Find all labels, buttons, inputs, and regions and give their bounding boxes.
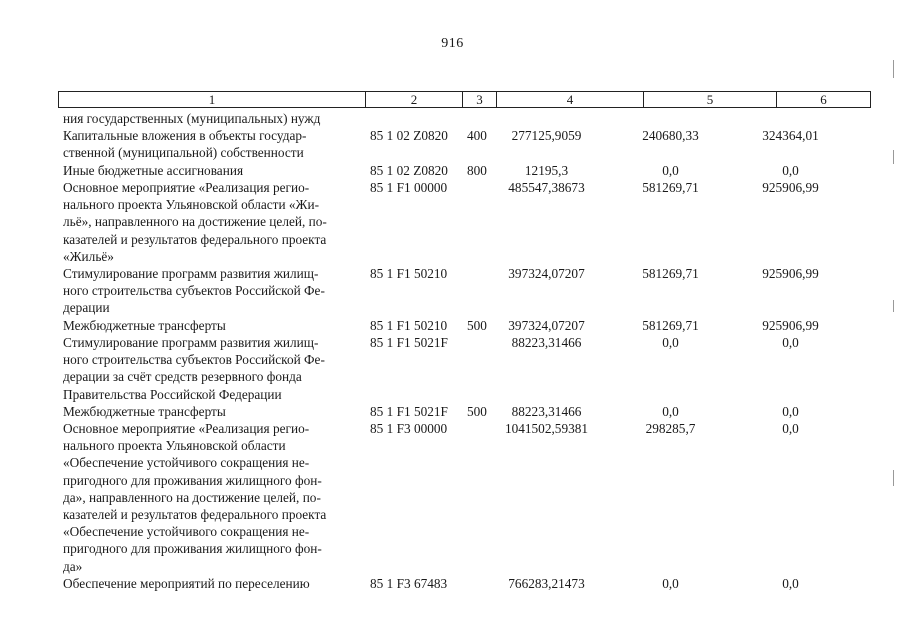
row-value-6: 0,0 bbox=[782, 576, 799, 591]
row-code: 85 1 02 Z0820 bbox=[370, 128, 448, 143]
row-value-5: 0,0 bbox=[662, 576, 679, 591]
description-line: Межбюджетные трансферты bbox=[63, 318, 226, 333]
row-value-6: 324364,01 bbox=[762, 128, 819, 143]
row-description bbox=[63, 127, 359, 161]
description-line: нального проекта Ульяновской области «Жи- bbox=[63, 197, 320, 213]
row-value-5: 0,0 bbox=[662, 335, 679, 350]
row-description bbox=[63, 403, 359, 420]
row-value-4: 277125,9059 bbox=[511, 128, 582, 143]
row-code: 85 1 F1 50210 bbox=[370, 266, 448, 281]
row-value-5: 581269,71 bbox=[642, 266, 699, 281]
row-value-5: 0,0 bbox=[662, 404, 679, 419]
row-code: 85 1 F1 00000 bbox=[370, 180, 448, 195]
row-value-5: 0,0 bbox=[662, 163, 679, 178]
table-header bbox=[58, 91, 871, 108]
row-code: 85 1 F1 5021F bbox=[370, 335, 448, 350]
description-line: да» bbox=[63, 558, 83, 574]
description-line: «Обеспечение устойчивого сокращения не- bbox=[63, 455, 310, 471]
description-line: Стимулирование программ развития жилищ- bbox=[63, 266, 319, 281]
description-line: Основное мероприятие «Реализация регио- bbox=[63, 421, 310, 436]
row-value-4: 1041502,59381 bbox=[504, 421, 589, 436]
row-code: 85 1 02 Z0820 bbox=[370, 163, 448, 178]
description-line: Межбюджетные трансферты bbox=[63, 404, 226, 419]
row-description bbox=[63, 334, 359, 403]
description-line: казателей и результатов федерального проекта bbox=[63, 507, 327, 523]
row-value-6: 0,0 bbox=[782, 421, 799, 436]
description-line: Стимулирование программ развития жилищ- bbox=[63, 335, 319, 350]
header-col-5: 5 bbox=[643, 92, 776, 107]
description-line: Обеспечение мероприятий по переселению bbox=[63, 576, 310, 591]
scan-margin-mark bbox=[893, 60, 894, 78]
description-line: дерации bbox=[63, 300, 110, 316]
description-line: «Обеспечение устойчивого сокращения не- bbox=[63, 524, 310, 540]
row-value-4: 88223,31466 bbox=[511, 335, 582, 350]
row-value-4: 485547,38673 bbox=[508, 180, 585, 195]
row-type: 500 bbox=[467, 318, 487, 333]
row-value-5: 240680,33 bbox=[642, 128, 699, 143]
header-col-4: 4 bbox=[496, 92, 643, 107]
page-number: 916 bbox=[441, 36, 464, 51]
description-line: казателей и результатов федерального проекта bbox=[63, 231, 327, 247]
row-code: 85 1 F3 00000 bbox=[370, 421, 448, 436]
row-description bbox=[63, 317, 359, 334]
description-line: пригодного для проживания жилищного фон- bbox=[63, 541, 322, 557]
description-line: Правительства Российской Федерации bbox=[63, 386, 282, 402]
description-line: ного строительства субъектов Российской Фе- bbox=[63, 283, 325, 299]
description-line: «Жильё» bbox=[63, 248, 114, 264]
row-value-4: 397324,07207 bbox=[508, 318, 585, 333]
description-line: ного строительства субъектов Российской Фе- bbox=[63, 352, 325, 368]
description-line: Основное мероприятие «Реализация регио- bbox=[63, 180, 310, 195]
description-line: ния государственных (муниципальных) нужд bbox=[63, 111, 321, 126]
row-value-6: 925906,99 bbox=[762, 318, 819, 333]
row-type: 400 bbox=[467, 128, 487, 143]
description-line: Капитальные вложения в объекты государ- bbox=[63, 128, 307, 143]
row-code: 85 1 F3 67483 bbox=[370, 576, 448, 591]
row-code: 85 1 F1 5021F bbox=[370, 404, 448, 419]
row-value-5: 581269,71 bbox=[642, 180, 699, 195]
row-type: 500 bbox=[467, 404, 487, 419]
description-line: дерации за счёт средств резервного фонда bbox=[63, 369, 302, 385]
description-line: ственной (муниципальной) собственности bbox=[63, 145, 304, 161]
scan-margin-mark bbox=[893, 150, 894, 164]
scan-margin-mark bbox=[893, 300, 894, 312]
row-value-4: 766283,21473 bbox=[508, 576, 585, 591]
scan-margin-mark bbox=[893, 470, 894, 486]
row-value-6: 925906,99 bbox=[762, 180, 819, 195]
description-line: да», направленного на достижение целей, по- bbox=[63, 489, 321, 505]
row-code: 85 1 F1 50210 bbox=[370, 318, 448, 333]
row-value-4: 88223,31466 bbox=[511, 404, 582, 419]
row-value-5: 581269,71 bbox=[642, 318, 699, 333]
description-line: нального проекта Ульяновской области bbox=[63, 438, 286, 454]
description-line: Иные бюджетные ассигнования bbox=[63, 163, 244, 178]
row-description bbox=[63, 575, 359, 592]
row-description bbox=[63, 265, 359, 317]
row-value-6: 0,0 bbox=[782, 163, 799, 178]
row-value-6: 0,0 bbox=[782, 335, 799, 350]
row-type: 800 bbox=[467, 163, 487, 178]
row-value-4: 12195,3 bbox=[524, 163, 569, 178]
header-col-1: 1 bbox=[208, 92, 216, 107]
description-line: пригодного для проживания жилищного фон- bbox=[63, 472, 322, 488]
description-line: льё», направленного на достижение целей, по- bbox=[63, 214, 327, 230]
row-description bbox=[63, 179, 359, 265]
row-description bbox=[63, 420, 359, 575]
row-description bbox=[63, 110, 359, 127]
row-value-4: 397324,07207 bbox=[508, 266, 585, 281]
row-description bbox=[63, 162, 359, 179]
header-col-2: 2 bbox=[365, 92, 462, 107]
row-value-6: 0,0 bbox=[782, 404, 799, 419]
header-col-3: 3 bbox=[462, 92, 496, 107]
row-value-6: 925906,99 bbox=[762, 266, 819, 281]
row-value-5: 298285,7 bbox=[645, 421, 696, 436]
header-col-6: 6 bbox=[776, 92, 870, 107]
